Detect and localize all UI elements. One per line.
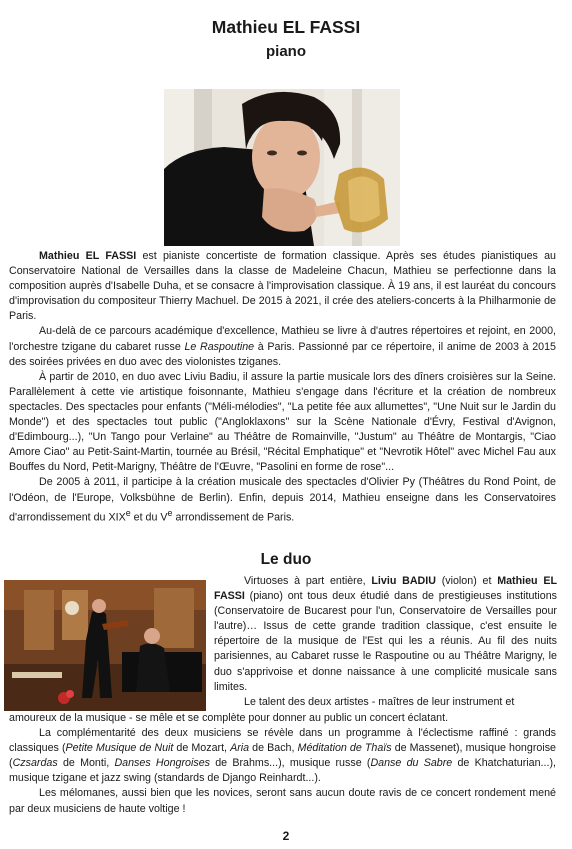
duo-paragraph: [214, 574, 557, 695]
duo-text: La complémentarité des deux musiciens se révèle dans un programme à l'éclectisme raffiné : grands classiques (: [9, 727, 556, 755]
bio-paragraph: [9, 475, 556, 525]
duo-paragraph: Le talent des deux artistes - maîtres de leur instrument et: [244, 695, 515, 708]
biography-section: [9, 249, 556, 525]
duo-text: Virtuoses à part entière,: [244, 575, 372, 587]
work-title: Aria: [230, 742, 250, 755]
duo-text: de Mozart,: [173, 742, 231, 755]
superscript: e: [167, 507, 173, 518]
work-title: Petite Musique de Nuit: [65, 742, 174, 755]
bio-text: arrondissement de Paris.: [172, 511, 295, 524]
musician-name: Mathieu EL FASSI: [214, 575, 557, 603]
duo-text: de Monti,: [57, 757, 115, 770]
work-title: Danses Hongroises: [114, 757, 210, 770]
work-title: Czsardas: [12, 757, 58, 770]
bio-paragraph: [9, 324, 556, 369]
duo-paragraph: amoureux de la musique - se mêle et se complète pour donner au public un concert éclatant.: [9, 712, 449, 724]
page-subtitle: piano: [266, 43, 306, 60]
duo-continued: [9, 711, 556, 817]
duo-text: de Brahms...), musique russe (: [209, 757, 371, 770]
bio-italic: Le Raspoutine: [184, 340, 255, 353]
bio-text: Au-delà de ce parcours académique d'excellence, Mathieu se livre à d'autres répertoires et rejoint, en 2000, l'orchestre tzigane du cabaret russe: [9, 325, 556, 353]
duo-text: (piano) ont tous deux étudié dans de prestigieuses institutions (Conservatoire de Bucarest pour l'un, Conservatoire de Versailles pour l'autre)… Issus de cette grande tradition classique, c'est ensuite le répertoire de la musique de l'Est qui les a réunis. Au fil des nuits parisiennes, au Cabaret russe le Raspoutine ou au Théâtre Marigny, le duo s'apprivoise et donne naissance à une complicité musicale sans limites.: [214, 590, 557, 693]
duo-intro: [214, 574, 557, 710]
bio-paragraph: À partir de 2010, en duo avec Liviu Badiu, il assure la partie musicale lors des dîners croisières sur la Seine. Parallèlement à cette vie artistique foisonnante, Mathieu s'engage dans l'écriture et la création de nombreux spectacles. Des spectacles pour enfants ("Méli-mélodies", "La petite fée aux allumettes", "Une Nuit sur le Jardin du Monde") et des spectacles tout public ("Angloklaxons" sur la Scène Nationale d'Évry, Festival d'Avignon, d'Edimbourg...), "Un Tango pour Verlaine" au Théâtre de Romainville, "Justum" au Théâtre de Montargis, "Ciao Amore Ciao" au Petit-Saint-Martin, tournée au Brésil, "Récital Emphatique" et "Nevrotik Hôtel" avec Michel Fau aux Bouffes du Nord, Petit-Marigny, Théâtre de l'Œuvre, "Pasolini en forme de rose"...: [9, 370, 556, 474]
bio-paragraph: [9, 249, 556, 324]
duo-photo: [4, 580, 206, 711]
work-title: Méditation de Thaïs: [297, 742, 392, 755]
bio-text: à Paris. Passionné par ce répertoire, il anime de 2003 à 2015 des soirées privées en duo avec des violonistes tziganes.: [9, 340, 556, 368]
duo-text: de Massenet), musique hongroise (: [9, 742, 556, 770]
duo-paragraph: Les mélomanes, aussi bien que les novices, seront sans aucun doute ravis de ce concert rondement mené par deux musiciens de haute voltige !: [9, 787, 556, 815]
superscript: e: [125, 507, 131, 518]
section-heading: Le duo: [260, 551, 312, 568]
duo-text: (violon) et: [435, 575, 498, 587]
artist-name: Mathieu EL FASSI: [39, 250, 137, 262]
work-title: Danse du Sabre: [370, 757, 453, 770]
musician-name: Liviu BADIU: [371, 575, 436, 587]
duo-paragraph: [9, 726, 556, 786]
bio-text: est pianiste concertiste de formation classique. Après ses études pianistiques au Conservatoire National de Versailles dans la classe de Madeleine Chacun, Mathieu se perfectionne dans la composition auprès d'Isabelle Duha, et se consacre à l'improvisation classique. À 19 ans, il est lauréat du concours d'improvisation du compositeur Thierry Machuel. De 2015 à 2021, il crée des ateliers-concerts à la Philharmonie de Paris.: [9, 250, 556, 323]
bio-text: De 2005 à 2011, il participe à la création musicale des spectacles d'Olivier Py (Théâtres du Rond Point, de l'Odéon, de l'Europe, Volksbühne de Berlin). Enfin, depuis 2014, Mathieu enseigne dans les Conservatoires d'arrondissement du XIX: [9, 476, 556, 524]
duo-text: de Bach,: [249, 742, 298, 755]
portrait-photo: [164, 89, 400, 246]
page-number: 2: [282, 829, 290, 843]
duo-text: de Khatchaturian...), musique tzigane et jazz swing (standards de Django Reinhardt...).: [9, 757, 556, 785]
page-title: Mathieu EL FASSI: [211, 17, 361, 37]
bio-text: et du V: [130, 511, 168, 524]
